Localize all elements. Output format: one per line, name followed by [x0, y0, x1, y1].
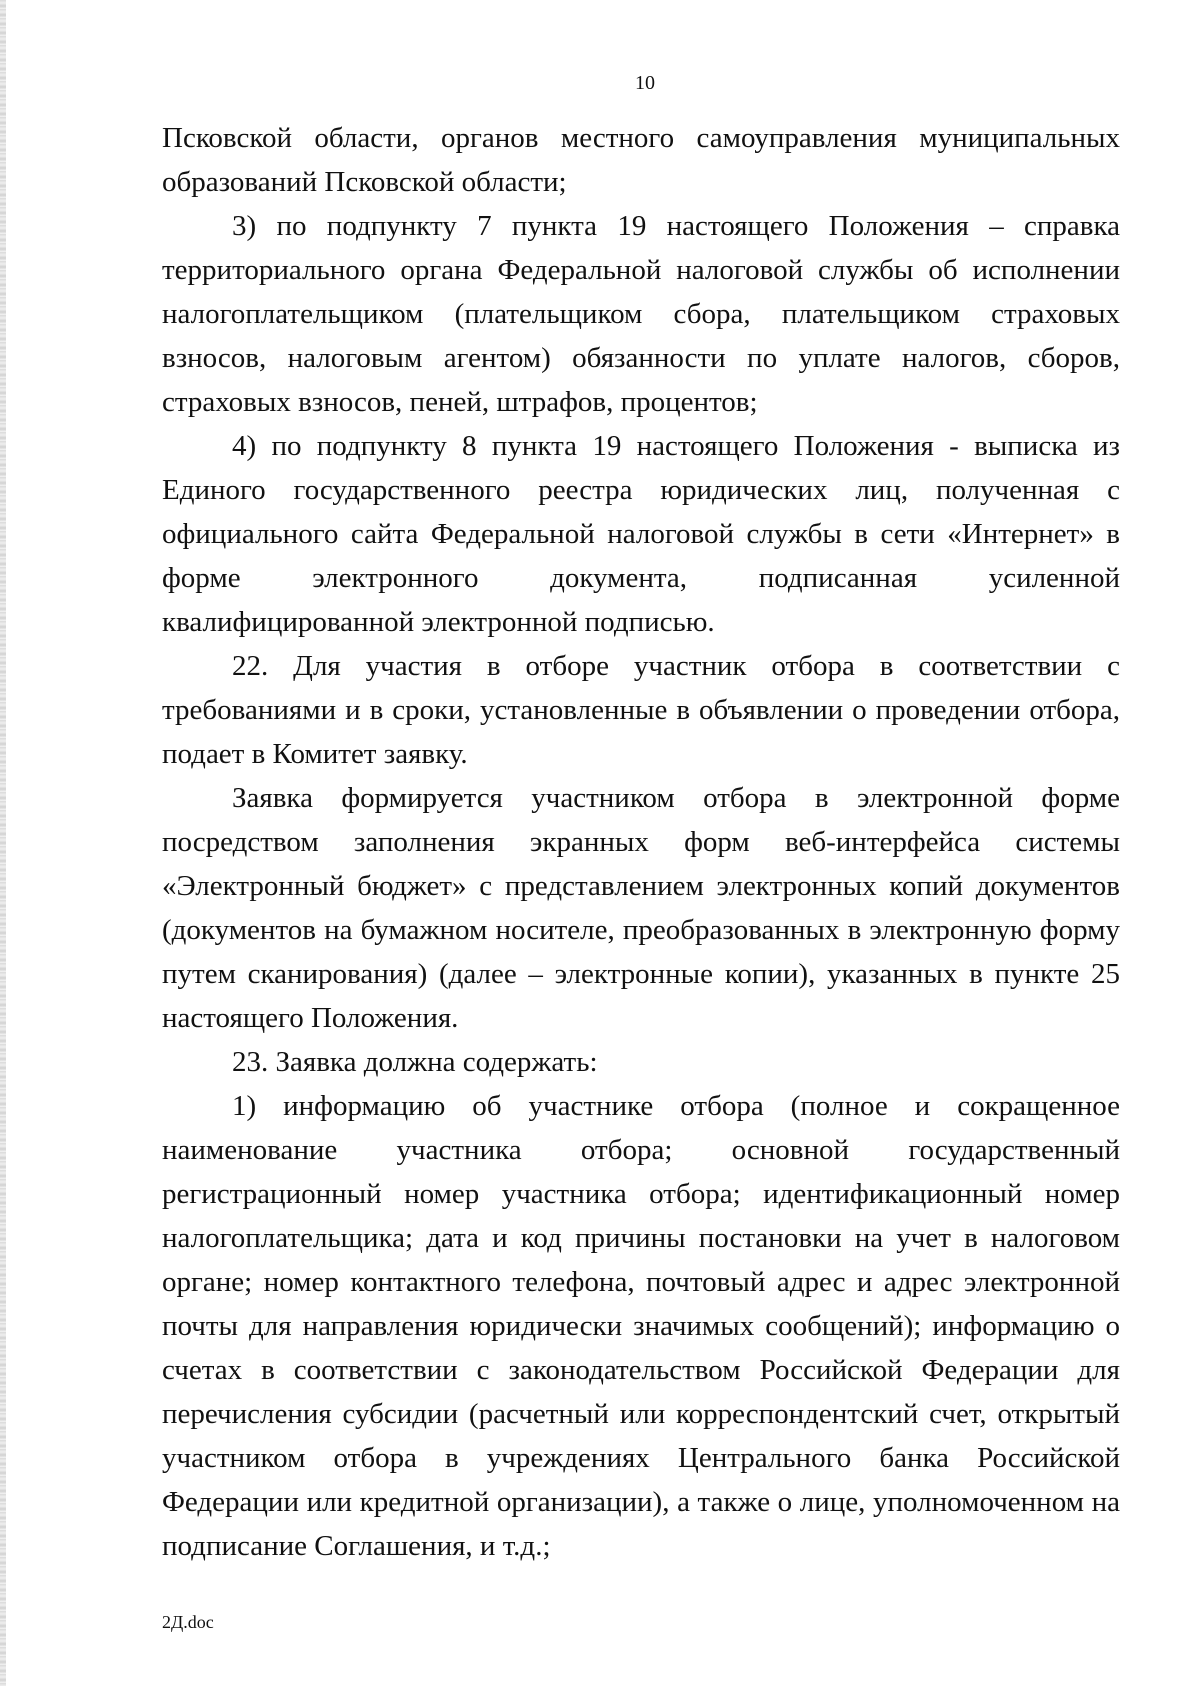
paragraph-clause-22: 22. Для участия в отборе участник отбора в соответствии с требованиями и в сроки, установленные в объявлении о проведении отбора, подает в Комитет заявку. — [162, 650, 1120, 770]
page-number: 10 — [635, 72, 655, 94]
paragraph-item-4: 4) по подпункту 8 пункта 19 настоящего Положения - выписка из Единого государственного реестра юридических лиц, полученная с официального сайта Федеральной налоговой службы в сети «Интернет» в форме электронного документа, подписанная усиленной квалифицированной электронной подписью. — [162, 430, 1120, 638]
document-body — [162, 116, 1120, 1568]
paragraph-item-3: 3) по подпункту 7 пункта 19 настоящего Положения – справка территориального органа Федеральной налоговой службы об исполнении налогоплательщиком (плательщиком сбора, плательщиком страховых взносов, налоговым агентом) обязанности по уплате налогов, сборов, страховых взносов, пеней, штрафов, процентов; — [162, 210, 1120, 418]
paragraph-item-1: 1) информацию об участнике отбора (полное и сокращенное наименование участника отбора; основной государственный регистрационный номер участника отбора; идентификационный номер налогоплательщика; дата и код причины постановки на учет в налоговом органе; номер контактного телефона, почтовый адрес и адрес электронной почты для направления юридически значимых сообщений); информацию о счетах в соответствии с законодательством Российской Федерации для перечисления субсидии (расчетный или корреспондентский счет, открытый участником отбора в учреждениях Центрального банка Российской Федерации или кредитной организации), а также о лице, уполномоченном на подписание Соглашения, и т.д.; — [162, 1090, 1120, 1562]
paragraph-application-form: Заявка формируется участником отбора в электронной форме посредством заполнения экранных форм веб-интерфейса системы «Электронный бюджет» с представлением электронных копий документов (документов на бумажном носителе, преобразованных в электронную форму путем сканирования) (далее – электронные копии), указанных в пункте 25 настоящего Положения. — [162, 782, 1120, 1034]
paragraph-continuation: Псковской области, органов местного самоуправления муниципальных образований Псковской области; — [162, 122, 1120, 198]
footer-filename: 2Д.doc — [162, 1612, 214, 1632]
paragraph-clause-23: 23. Заявка должна содержать: — [232, 1046, 598, 1078]
scan-edge — [0, 0, 6, 1686]
